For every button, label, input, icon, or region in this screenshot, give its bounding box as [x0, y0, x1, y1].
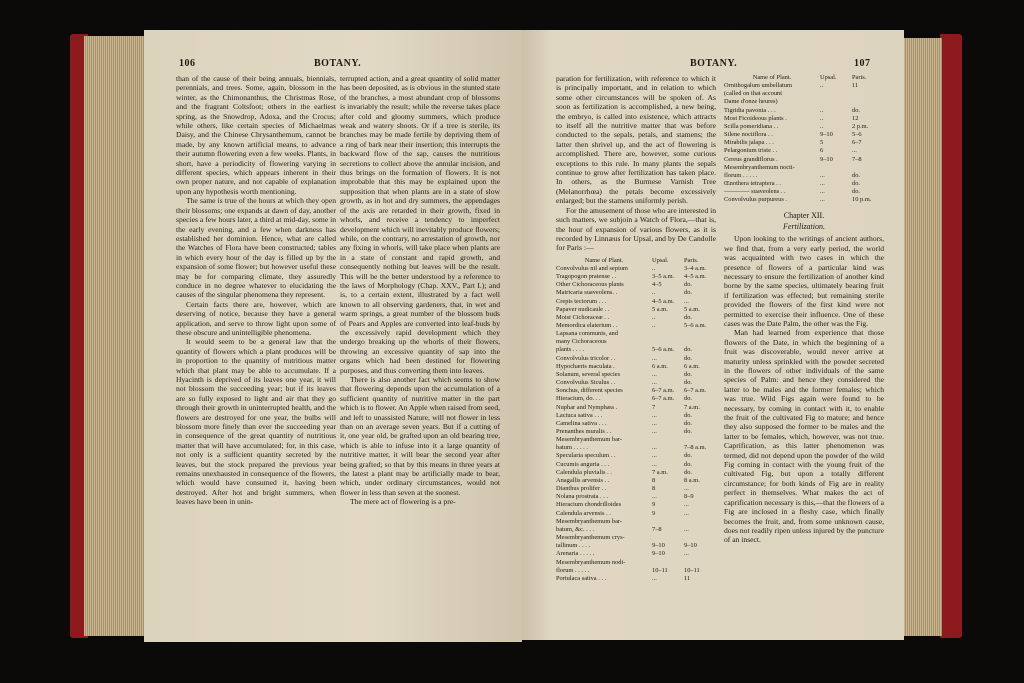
upsal-time-cell: ... [652, 452, 657, 460]
column-header: Paris. [684, 256, 699, 264]
paragraph: There is also another fact which seems to show that flowering depends upon the accumulation of a sufficient quantity of nutritive matter in the part which is to flower. An Apple when raised from seed, and left to unassisted Nature, will not flower in less than on an average seven years. But if a cutting of it, one year old, be grafted upon an old bearing tree, which is able to infuse into it a large quantity of nutritive matter, it will bear the second year after being grafted; so that by this means in three years at the latest a plant may be artificially made to bear, which, under ordinary circumstances, would not flower in less than seven at the soonest. [340, 375, 500, 497]
plant-name-cell: batum, &c. . . . [556, 525, 595, 533]
table-row [556, 395, 716, 403]
table-row [556, 330, 716, 338]
upsal-time-cell: ... [820, 196, 825, 204]
table-row [556, 436, 716, 444]
upsal-time-cell: .. [652, 321, 656, 329]
table-row [556, 469, 716, 477]
paris-time-cell: do. [684, 428, 692, 435]
upsal-time-cell: 6 a.m. [652, 362, 668, 370]
upsal-time-cell: ... [652, 574, 657, 582]
paris-time-cell [684, 534, 716, 542]
paragraph: The same is true of the hours at which they open their blossoms; one expands at dawn of day, another species a few hours later, a third at mid-day, some in the early evening, and a few when darkness has established her dominion. Hence, what are called the Watches of Flora have been constructed; tables in which every hour of the day is filled up by the expansion of some flower; but however useful these may be for comparing climate, they assuredly conduce in no degree whatever to elucidating the causes of the singular phenomena they represent. [176, 196, 336, 300]
table-header-row [556, 257, 716, 265]
paris-time-cell: 5–6 a.m. [684, 321, 707, 329]
table-row [556, 363, 716, 371]
upsal-time-cell: ... [652, 460, 657, 468]
paris-time-cell: 9–10 [684, 542, 697, 550]
paris-time-cell: 11 [684, 574, 691, 582]
column-header: Upsal. [652, 256, 669, 264]
paris-time-cell [684, 559, 716, 567]
paris-time-cell: 6 a.m. [684, 362, 700, 370]
upsal-time-cell: ... [820, 180, 825, 188]
plant-name-cell: Solanum, several species [556, 370, 621, 378]
paragraph: Upon looking to the writings of ancient authors, we find that, from a very early period, the world was acquainted with two cases in which the presence of flowers of a particular kind was necessary to ensure the fertilization of another kind borne by the same species, ultimately bearing fruit if fertilization was effected; but remaining sterile provided the flowers of the first kind were not permitted to exercise their influence. One of these cases was the Date Palm, the other was the Fig. [724, 234, 884, 328]
table-row [724, 156, 884, 164]
paris-time-cell: 7–8 [852, 155, 862, 163]
paris-time-cell: 11 [852, 82, 859, 90]
table-row [556, 542, 716, 550]
plant-name-cell: Mirabilis jalapa . . . [724, 139, 774, 147]
paris-time-cell: 7–8 a.m. [684, 444, 707, 452]
plant-name-cell: Moist Cichoraceæ . . [556, 313, 610, 321]
left-page-column-2 [340, 74, 500, 507]
upsal-time-cell [820, 98, 852, 106]
plant-name-cell: Mesembryanthemum bar- [556, 517, 623, 525]
column-header: Paris. [852, 74, 867, 81]
upsal-time-cell: 6–7 a.m. [652, 387, 675, 395]
paris-time-cell: 5–6 [852, 131, 862, 139]
plant-name-cell: Hieracium, do. . . [556, 395, 601, 403]
plant-name-cell: Cereus grandiflorus . [724, 155, 778, 163]
column-header: Name of Plant. [752, 74, 792, 81]
upsal-time-cell [820, 90, 852, 98]
paris-time-cell: do. [684, 419, 692, 427]
plant-name-cell: Prenanthes muralis . . [556, 428, 612, 435]
upsal-time-cell: .. [820, 106, 824, 114]
left-page [144, 30, 522, 642]
plant-name-cell: Hieracium chondrilloides [556, 501, 622, 509]
plant-name-cell: Lapsana communis, and [556, 330, 618, 338]
paragraph: It would seem to be a general law that the quantity of flowers which a plant produces will be in proportion to the quantity of nutritious matter which that plant may be able to accumulate. If a Hyacinth is deprived of its leaves one year, it will not blossom the succeeding year; but if its leaves are so fully exposed to light and air that they go through their growth in uninterrupted health, and the flowers are destroyed for one year, the bulbs will blossom more finely than ever the succeeding year in consequence of the great quantity of nutritious matter that will have accumulated; for, in this case, not only is a sufficient quantity secreted by the leaves, but the stock prepared the previous year remains unexhausted in consequence of the flowers, which would have consumed it, having been destroyed. After hot and bright summers, when leaves have been in unin- [176, 337, 336, 507]
upsal-time-cell: ... [652, 370, 657, 378]
plant-name-cell: Anagallis arvensis . . [556, 476, 610, 484]
upsal-time-cell: 9 [652, 501, 656, 509]
upsal-time-cell: 7–8 [652, 525, 662, 533]
table-row [556, 420, 716, 428]
upsal-time-cell: ... [652, 428, 657, 435]
table-row [556, 404, 716, 412]
plant-name-cell: Scilla pomeridiana . . [724, 122, 779, 130]
upsal-time-cell: 9–10 [820, 131, 833, 139]
chapter-title: Fertilization. [783, 221, 825, 231]
upsal-time-cell: ... [652, 354, 657, 362]
paris-time-cell: do. [852, 171, 860, 179]
plant-name-cell: Crepis tectorum . . . [556, 297, 607, 305]
right-page-column-1 [556, 74, 716, 583]
paris-time-cell: do. [852, 180, 860, 188]
upsal-time-cell: .. [820, 122, 824, 130]
upsal-time-cell: 7 a.m. [652, 468, 668, 476]
table-row [556, 371, 716, 379]
table-row [556, 306, 716, 314]
plant-name-cell: Silene noctiflora . . [724, 131, 773, 139]
table-row [556, 567, 716, 575]
plant-name-cell: many Cichoraceous [556, 338, 607, 346]
upsal-time-cell: 9–10 [652, 550, 665, 558]
left-page-number: 106 [179, 58, 196, 69]
table-row [724, 107, 884, 115]
paris-time-cell: 2 p.m. [852, 122, 869, 130]
upsal-time-cell: 7 [652, 403, 656, 411]
table-row [556, 314, 716, 322]
paragraph: Certain facts there are, however, which are deserving of notice, because they have a general application, and serve to throw light upon some of these obscure and unintelligible phenomena. [176, 299, 336, 337]
upsal-time-cell [652, 338, 684, 346]
paris-time-cell: 6–7 [852, 139, 862, 147]
plant-name-cell: Tigridia pavonia . . . [724, 106, 776, 114]
column-header: Name of Plant. [584, 256, 624, 264]
plant-name-cell: tallinum . . . . [556, 542, 591, 550]
plant-name-cell: Cucumis anguria . . . [556, 460, 610, 468]
plant-name-cell: Dame d'onze heures) [724, 98, 778, 106]
plant-name-cell: batum . . . . . [556, 444, 588, 452]
plant-name-cell: Œnothera tetraptera . . [724, 180, 781, 188]
upsal-time-cell: 4–5 a.m. [652, 297, 675, 305]
table-row [556, 265, 716, 273]
plant-name-cell: Camelina sativa . . . [556, 419, 607, 427]
plant-name-cell: florum . . . . . [724, 171, 758, 179]
paris-time-cell [852, 164, 884, 172]
upsal-time-cell: 9 [652, 509, 656, 517]
table-row [724, 131, 884, 139]
book-cover-right [940, 34, 962, 638]
plant-name-cell: Mesembryanthemum bar- [556, 436, 623, 444]
paris-time-cell: do. [852, 188, 860, 196]
table-row [724, 90, 884, 98]
plant-name-cell: Convolvulus tricolor . . [556, 354, 616, 362]
paris-time-cell: 5 a.m. [684, 305, 700, 313]
right-page-number: 107 [854, 58, 871, 69]
upsal-time-cell: 4–5 [652, 281, 662, 289]
table-row [724, 115, 884, 123]
paris-time-cell: do. [684, 379, 692, 387]
right-column-1-text [556, 74, 716, 253]
table-row [556, 534, 716, 542]
upsal-time-cell: ... [820, 188, 825, 196]
plant-name-cell: Convolvulus Siculus . . [556, 379, 616, 387]
upsal-time-cell: 6 [820, 147, 824, 155]
table-row [556, 412, 716, 420]
right-page-column-2 [724, 74, 884, 545]
table-row [556, 281, 716, 289]
upsal-time-cell: .. [652, 313, 656, 321]
table-row [556, 444, 716, 452]
paris-time-cell: do. [684, 460, 692, 468]
plant-name-cell: florum . . . . . [556, 566, 590, 574]
chapter-number: Chapter XII. [783, 210, 825, 220]
paris-time-cell: 12 [852, 114, 859, 122]
table-row [724, 147, 884, 155]
table-row [724, 123, 884, 131]
plant-name-cell: ———— suaveolens . . [724, 188, 786, 196]
plant-name-cell: Matricaria suaveolens. . [556, 289, 618, 297]
plant-name-cell: Convolvulus nil and sepium [556, 264, 628, 272]
table-header-row [724, 74, 884, 82]
plant-name-cell: Other Cichoraceous plants [556, 281, 624, 289]
paris-time-cell: ... [684, 501, 689, 509]
paris-time-cell: do. [684, 468, 692, 476]
table-row [724, 196, 884, 204]
plant-name-cell: (called on that account [724, 90, 783, 98]
paris-time-cell: do. [684, 289, 692, 297]
table-row [724, 98, 884, 106]
table-row [556, 289, 716, 297]
plant-name-cell: Specularia speculum . . [556, 452, 616, 460]
table-row [556, 550, 716, 558]
plant-name-cell: Convolvulus purpureus . [724, 196, 788, 204]
upsal-time-cell: ... [652, 419, 657, 427]
plant-name-cell: Mesembryanthemum crys- [556, 534, 625, 542]
upsal-time-cell: ... [820, 171, 825, 179]
upsal-time-cell: ... [652, 444, 657, 452]
table-row [556, 575, 716, 583]
table-row [556, 477, 716, 485]
table-row [556, 501, 716, 509]
table-row [556, 355, 716, 363]
plant-name-cell: plants . . . . [556, 346, 585, 354]
right-page [522, 30, 904, 640]
upsal-time-cell: 8 [652, 485, 656, 493]
upsal-time-cell [652, 330, 684, 338]
plant-name-cell: Lactuca sativa . . . [556, 411, 603, 419]
paris-time-cell [684, 518, 716, 526]
upsal-time-cell: 5–6 a.m. [652, 346, 675, 354]
paris-time-cell: ... [852, 147, 857, 155]
table-row [556, 526, 716, 534]
paris-time-cell: 6–7 a.m. [684, 387, 707, 395]
upsal-time-cell: ... [652, 379, 657, 387]
upsal-time-cell [652, 436, 684, 444]
table-row [724, 172, 884, 180]
page-edges-right [900, 38, 942, 636]
watch-of-flora-table-continued [724, 74, 884, 205]
table-row [556, 346, 716, 354]
table-row [556, 428, 716, 436]
upsal-time-cell [652, 534, 684, 542]
paris-time-cell: do. [684, 346, 692, 354]
upsal-time-cell: 9–10 [652, 542, 665, 550]
paragraph: terrupted action, and a great quantity of solid matter has been deposited, as is obvious in the stunted state of the branches, a most abundant crop of blossoms is invariably the result; while the reverse takes place after cold and gloomy summers, which produce weak and watery shoots. Or if a tree is sterile, its branches may be made fertile by depriving them of a ring of bark near their insertion; this interrupts the backward flow of the sap, causes the nutritious secretions to collect above the annular incision, and thus brings on the formation of flowers. It is not improbable that this may be explained upon the supposition that when plants are in a state of slow growth, as in hot and dry summers, the appendages of the axis are retarded in their growth, fixed in whorls, and receive a tendency to imperfect development which will inevitably produce flowers; while, on the contrary, no arrestation of growth, nor any fixing in whorls, will take place when plants are in a state of constant and rapid growth, and consequently nothing but leaves will be the result. This will be the better understood by a reference to the laws of Morphology (Chap. XXV., Part I.); and is, to a certain extent, illustrated by a fact well known to all observing gardeners, that, in wet and warm springs, a great number of the blossom buds of Pears and Apples are converted into leaf-buds by the excessively rapid development which they undergo breaking up the whorls of their flowers, throwing an excessive quantity of sap into the organs which had been destined for flowering purposes, and thus converting them into leaves. [340, 74, 500, 375]
paris-time-cell [852, 90, 884, 98]
paris-time-cell: do. [852, 106, 860, 114]
upsal-time-cell: ... [652, 493, 657, 501]
paris-time-cell: do. [684, 411, 692, 419]
paris-time-cell: do. [684, 281, 692, 289]
paris-time-cell: ... [684, 485, 689, 493]
table-row [556, 273, 716, 281]
plant-name-cell: Pelargonium triste . . [724, 147, 778, 155]
plant-name-cell: Tragopogon pratense . . [556, 273, 617, 281]
table-row [724, 188, 884, 196]
paris-time-cell: 8 a.m. [684, 476, 700, 484]
plant-name-cell: Papaver nudicaule . . [556, 305, 610, 313]
plant-name-cell: Mesembryanthemum nodi- [556, 558, 626, 566]
watch-of-flora-table [556, 257, 716, 583]
table-row [556, 322, 716, 330]
paris-time-cell: do. [684, 395, 692, 403]
paris-time-cell: 3–4 a.m. [684, 264, 707, 272]
right-column-2-text [724, 234, 884, 544]
table-row [556, 461, 716, 469]
upsal-time-cell: .. [820, 82, 824, 90]
upsal-time-cell: 10–11 [652, 566, 668, 574]
paris-time-cell: ... [684, 525, 689, 533]
paris-time-cell: ... [684, 550, 689, 558]
plant-name-cell: Nolana prostrata . . . [556, 493, 608, 501]
paragraph: than of the cause of their being annuals, biennials, perennials, and trees. Some, again, blossom in the winter, as the Chimonanthus, the Christmas Rose, and the fragrant Coltsfoot; others in the earliest spring, as the Snowdrop, Adoxa, and the Crocus; while others, like certain species of Michaelmas Daisy, and the Chinese Chrysanthemum, cannot be made, by any known artificial means, to advance their autumn flowering even a few weeks. Plants, in short, have a periodicity of flowering varying in different species, which appears inherent in their own proper nature, and not capable of explanation upon any hypothesis worth mentioning. [176, 74, 336, 196]
left-running-head: BOTANY. [314, 58, 362, 69]
table-row [556, 485, 716, 493]
page-edges-left [84, 36, 146, 636]
paris-time-cell [684, 330, 716, 338]
table-row [556, 493, 716, 501]
upsal-time-cell: .. [652, 264, 656, 272]
paris-time-cell: do. [684, 354, 692, 362]
paris-time-cell: 10 p.m. [852, 196, 872, 204]
upsal-time-cell: 5 a.m. [652, 305, 668, 313]
paris-time-cell [684, 338, 716, 346]
upsal-time-cell: 6–7 a.m. [652, 395, 675, 403]
paris-time-cell: 4–5 a.m. [684, 273, 707, 281]
paragraph: For the amusement of those who are interested in such matters, we subjoin a Watch of Flora,—that is, the hour of expansion of various flowers, as it is recorded by Linnæus for Upsal, and by De Candolle for Paris :— [556, 205, 716, 253]
paris-time-cell: do. [684, 313, 692, 321]
plant-name-cell: Ornithogalum umbellatum [724, 82, 792, 90]
upsal-time-cell: ... [652, 411, 657, 419]
paris-time-cell [852, 98, 884, 106]
plant-name-cell: Portulaca sativa . . . [556, 574, 607, 582]
upsal-time-cell: 8 [652, 476, 656, 484]
right-running-head: BOTANY. [690, 58, 738, 69]
table-row [556, 510, 716, 518]
plant-name-cell: Hypochæris maculata . [556, 362, 615, 370]
table-row [556, 518, 716, 526]
table-row [556, 338, 716, 346]
upsal-time-cell: .. [820, 114, 824, 122]
table-row [724, 82, 884, 90]
left-page-column-1 [176, 74, 336, 507]
upsal-time-cell [652, 559, 684, 567]
plant-name-cell: Calendula arvensis . . [556, 509, 611, 517]
paragraph: Man had learned from experience that those flowers of the Date, in which the beginning of a fruit was discoverable, would never arrive at maturity unless sprinkled with the powder secreted in the flowers of other individuals of the same species of Palm: and hence they considered the latter to be males and the former females; which was true. Wild Figs again were found to be necessary, by coming in contact with it, to enable the fruit of the cultivated Fig to mature; and hence they also supposed the former to be males and the latter to be females, which, however, was not true. Caprification, as this latter phenomenon was termed, did not depend upon the powder of the wild Fig coming in contact with the young fruit of the cultivated Fig, but upon a totally different circumstance; for both kinds of Fig are in reality perfect in themselves. What makes the act of caprification necessary is this,—that the flowers of a Fig are inclosed in a fleshy case, which finally becomes the fruit, and, from some unknown cause, does not readily ripen unless injured by the puncture of an insect. [724, 328, 884, 545]
upsal-time-cell: 3–5 a.m. [652, 273, 675, 281]
table-row [724, 139, 884, 147]
paragraph: The mere act of flowering is a pre- [350, 497, 456, 507]
paris-time-cell: do. [684, 452, 692, 460]
plant-name-cell: Most Ficoideous plants . [724, 114, 787, 122]
table-row [556, 379, 716, 387]
plant-name-cell: Memordica elaterium . . [556, 321, 618, 329]
paris-time-cell: 8–9 [684, 493, 694, 501]
table-row [556, 452, 716, 460]
table-row [556, 387, 716, 395]
table-row [724, 180, 884, 188]
plant-name-cell: Calendula pluvialis . . [556, 468, 612, 476]
paris-time-cell [684, 436, 716, 444]
paris-time-cell: 7 a.m. [684, 403, 700, 411]
plant-name-cell: Nuphar and Nymphæa . [556, 403, 618, 411]
upsal-time-cell: 9–10 [820, 155, 833, 163]
table-row [724, 164, 884, 172]
plant-name-cell: Dianthus prolifer . . [556, 485, 607, 493]
upsal-time-cell: .. [652, 289, 656, 297]
paris-time-cell: ... [684, 297, 689, 305]
paragraph: paration for fertilization, with reference to which it is principally important, and in relation to which some other circumstances will be spoken of. As soon as fertilization is accomplished, a new being, the embryo, is called into existence, which attracts to itself all the nutritive matter that was before conducted to the sepals, petals, and stamens; the latter then shrivel up, and the act of flowering is accomplished. There are, however, some curious exceptions to this rule. In many plants the sepals continue to grow after fertilization has taken place. In others, as the Burmese Varnish Tree (Melanorrhœa) the petals become excessively enlarged; but the stamens uniformly perish. [556, 74, 716, 206]
plant-name-cell: Sonchus, different species [556, 387, 623, 395]
table-row [556, 559, 716, 567]
paris-time-cell: ... [684, 509, 689, 517]
table-row [556, 298, 716, 306]
upsal-time-cell [652, 518, 684, 526]
upsal-time-cell: 5 [820, 139, 824, 147]
plant-name-cell: Arenaria . . . . . [556, 550, 595, 558]
column-header: Upsal. [820, 74, 837, 81]
upsal-time-cell [820, 164, 852, 172]
paris-time-cell: 10–11 [684, 566, 700, 574]
plant-name-cell: Mesembryanthemum nocti- [724, 163, 795, 171]
paris-time-cell: do. [684, 370, 692, 378]
